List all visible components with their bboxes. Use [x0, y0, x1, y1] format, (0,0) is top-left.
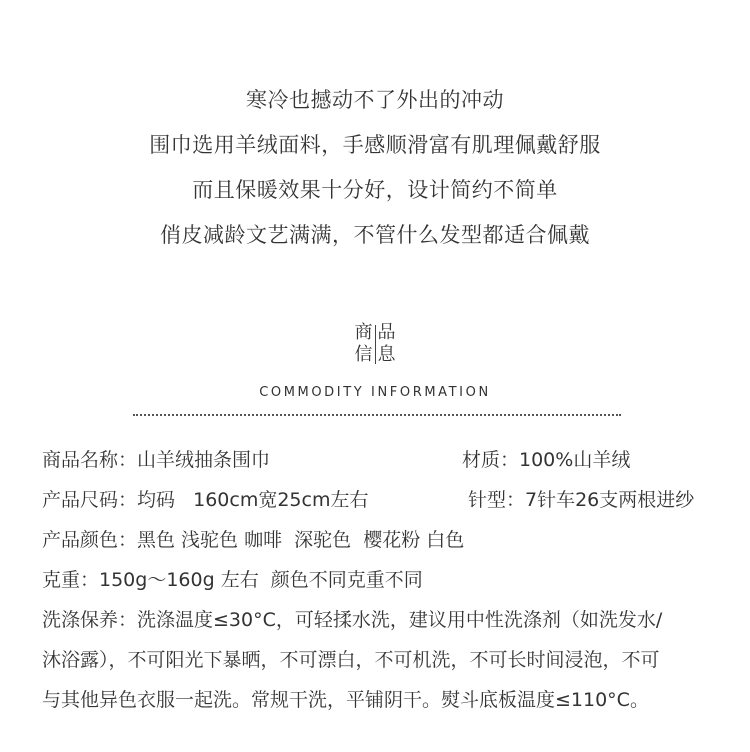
title-char: 商: [354, 322, 373, 343]
section-title: [0, 322, 750, 366]
care-line: [42, 680, 722, 720]
title-char: 信: [354, 344, 373, 365]
title-divider: [375, 325, 376, 364]
care-line: [42, 600, 722, 640]
care-text: 沐浴露），不可阳光下暴晒，不可漂白，不可机洗，不可长时间浸泡，不可: [42, 649, 660, 671]
product-size: 产品尺码：均码 160cm宽25cm左右: [42, 489, 369, 511]
title-char: 息: [377, 344, 396, 365]
info-row: [42, 520, 722, 560]
product-name: 商品名称：山羊绒抽条围巾: [42, 449, 271, 471]
care-text: 洗涤保养：洗涤温度≤30°C，可轻揉水洗，建议用中性洗涤剂（如洗发水/: [42, 609, 663, 631]
intro-line: 围巾选用羊绒面料，手感顺滑富有肌理佩戴舒服: [149, 133, 601, 157]
section-subtitle: COMMODITY INFORMATION: [259, 385, 491, 400]
intro-text: [0, 78, 750, 258]
dotted-divider: [133, 414, 621, 416]
product-knit: 针型：7针车26支两根进纱: [468, 489, 695, 511]
intro-line: 俏皮减龄文艺满满，不管什么发型都适合佩戴: [160, 223, 590, 247]
product-weight: 克重：150g～160g 左右 颜色不同克重不同: [42, 569, 423, 591]
info-row: [42, 560, 722, 600]
intro-line: 寒冷也撼动不了外出的冲动: [246, 88, 504, 112]
section-title-block: [355, 322, 396, 366]
care-text: 与其他异色衣服一起洗。常规干洗，平铺阴干。熨斗底板温度≤110°C。: [42, 689, 649, 711]
product-info: [42, 440, 722, 720]
product-material: 材质：100%山羊绒: [462, 449, 631, 471]
title-char: 品: [377, 322, 396, 343]
info-row: [42, 480, 722, 520]
info-row: [42, 440, 722, 480]
product-colors: 产品颜色：黑色 浅驼色 咖啡 深驼色 樱花粉 白色: [42, 529, 465, 551]
care-line: [42, 640, 722, 680]
intro-line: 而且保暖效果十分好，设计简约不简单: [192, 178, 558, 202]
